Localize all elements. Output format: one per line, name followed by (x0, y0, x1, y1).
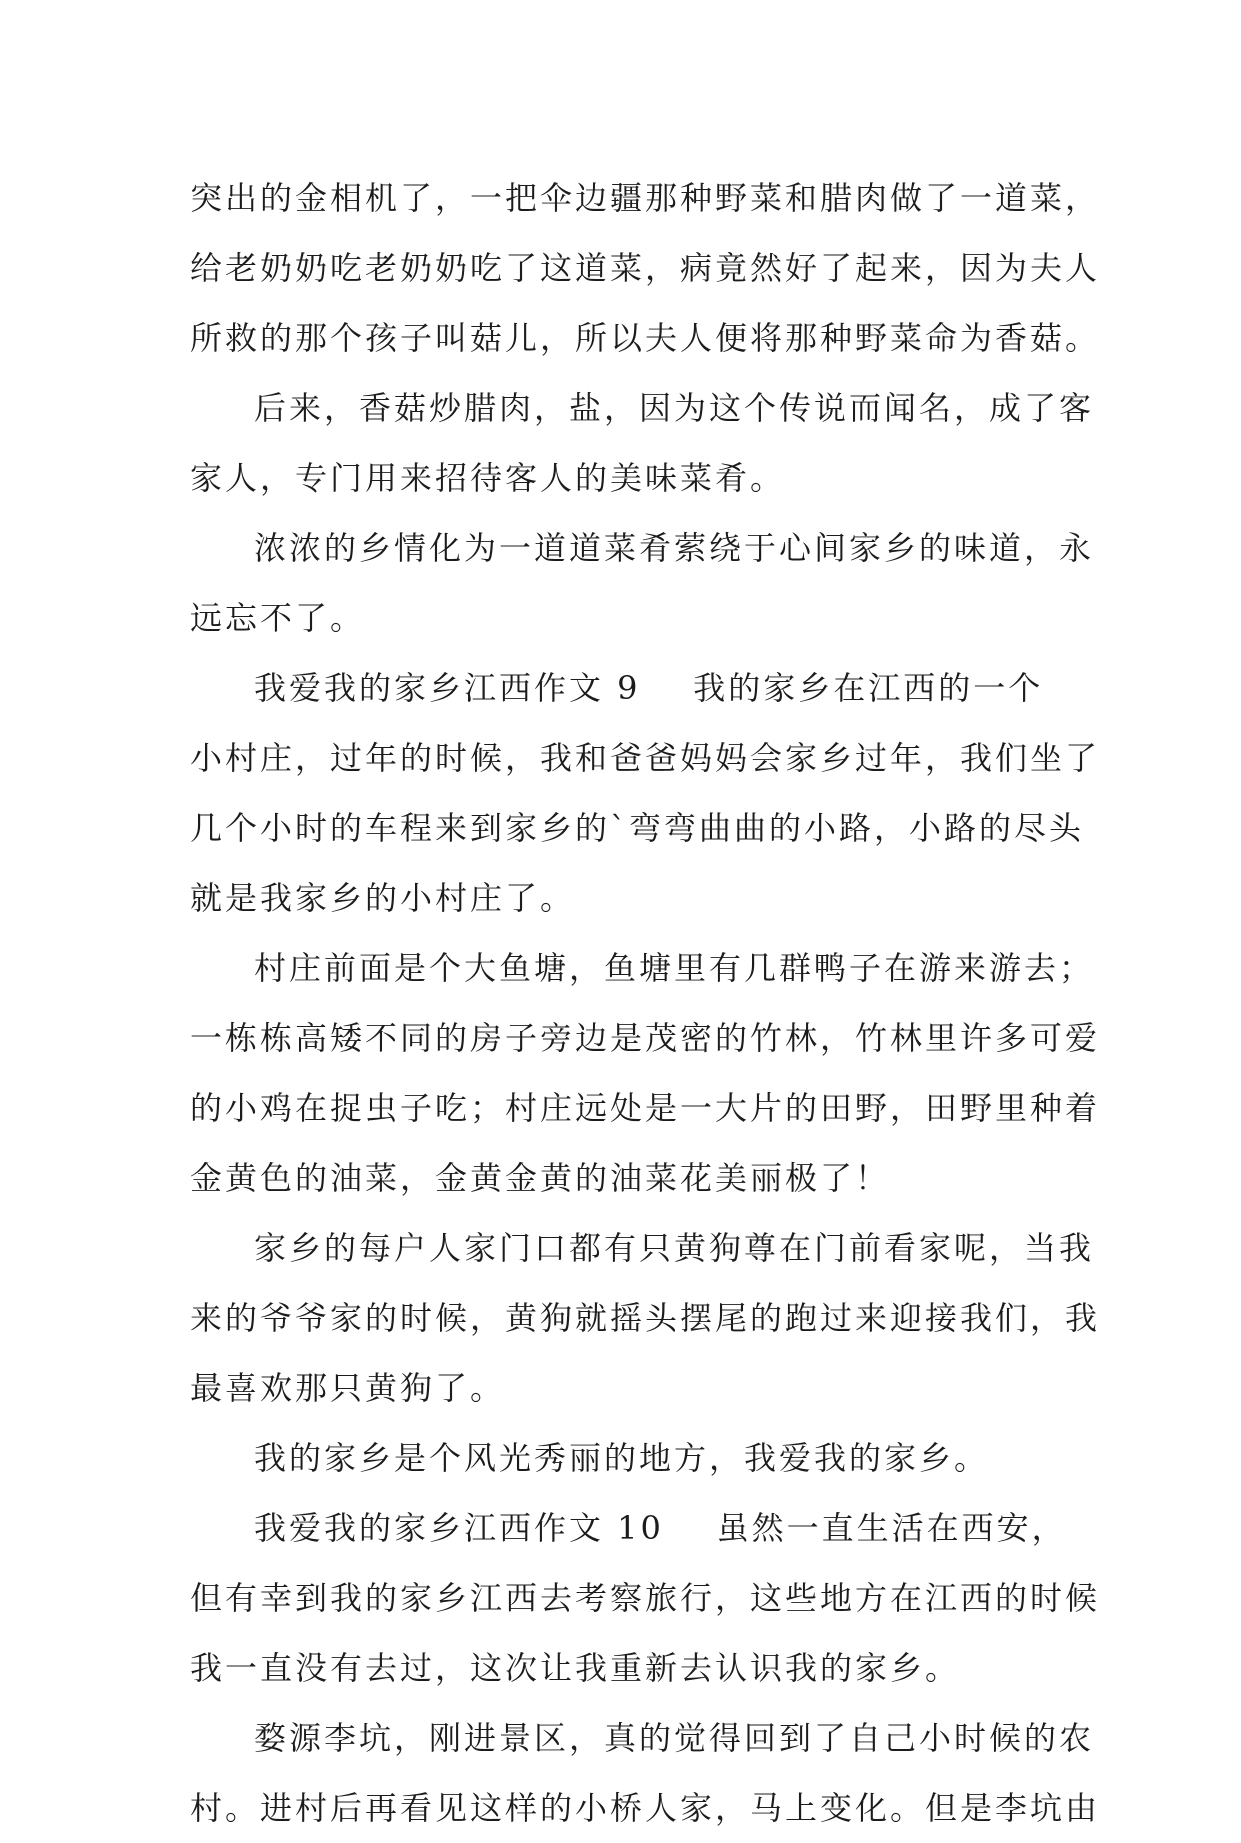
text-line: 后来，香菇炒腊肉，盐，因为这个传说而闻名，成了客 (254, 389, 1095, 427)
text-line: 村庄前面是个大鱼塘，鱼塘里有几群鸭子在游来游去； (254, 949, 1095, 987)
section-heading-line: 我爱我的家乡江西作文 10 虽然一直生活在西安， (254, 1509, 1067, 1547)
text-line: 几个小时的车程来到家乡的`弯弯曲曲的小路，小路的尽头 (190, 809, 1085, 847)
text-line: 所救的那个孩子叫菇儿，所以夫人便将那种野菜命为香菇。 (190, 319, 1101, 357)
text-line: 突出的金相机了，一把伞边疆那种野菜和腊肉做了一道菜， (190, 179, 1101, 217)
text-line: 远忘不了。 (190, 599, 366, 637)
text-line: 最喜欢那只黄狗了。 (190, 1369, 506, 1407)
text-line: 来的爷爷家的时候，黄狗就摇头摆尾的跑过来迎接我们，我 (190, 1299, 1101, 1337)
text-line: 小村庄，过年的时候，我和爸爸妈妈会家乡过年，我们坐了 (190, 739, 1101, 777)
text-line: 村。进村后再看见这样的小桥人家，马上变化。但是李坑由 (190, 1789, 1101, 1827)
text-line: 一栋栋高矮不同的房子旁边是茂密的竹林，竹林里许多可爱 (190, 1019, 1101, 1057)
text-line: 的小鸡在捉虫子吃；村庄远处是一大片的田野，田野里种着 (190, 1089, 1101, 1127)
document-body (190, 163, 1101, 1843)
text-line: 金黄色的油菜，金黄金黄的油菜花美丽极了！ (190, 1159, 891, 1197)
text-line: 我一直没有去过，这次让我重新去认识我的家乡。 (190, 1649, 961, 1687)
text-line: 家乡的每户人家门口都有只黄狗尊在门前看家呢，当我 (254, 1229, 1095, 1267)
text-line: 就是我家乡的小村庄了。 (190, 879, 576, 917)
text-line: 我的家乡是个风光秀丽的地方，我爱我的家乡。 (254, 1439, 990, 1477)
text-line: 浓浓的乡情化为一道道菜肴萦绕于心间家乡的味道，永 (254, 529, 1095, 567)
text-line: 家人，专门用来招待客人的美味菜肴。 (190, 459, 786, 497)
section-heading-line: 我爱我的家乡江西作文 9 我的家乡在江西的一个 (254, 669, 1044, 707)
text-line: 给老奶奶吃老奶奶吃了这道菜，病竟然好了起来，因为夫人 (190, 249, 1101, 287)
text-line: 但有幸到我的家乡江西去考察旅行，这些地方在江西的时候 (190, 1579, 1101, 1617)
text-line: 婺源李坑，刚进景区，真的觉得回到了自己小时候的农 (254, 1719, 1095, 1757)
